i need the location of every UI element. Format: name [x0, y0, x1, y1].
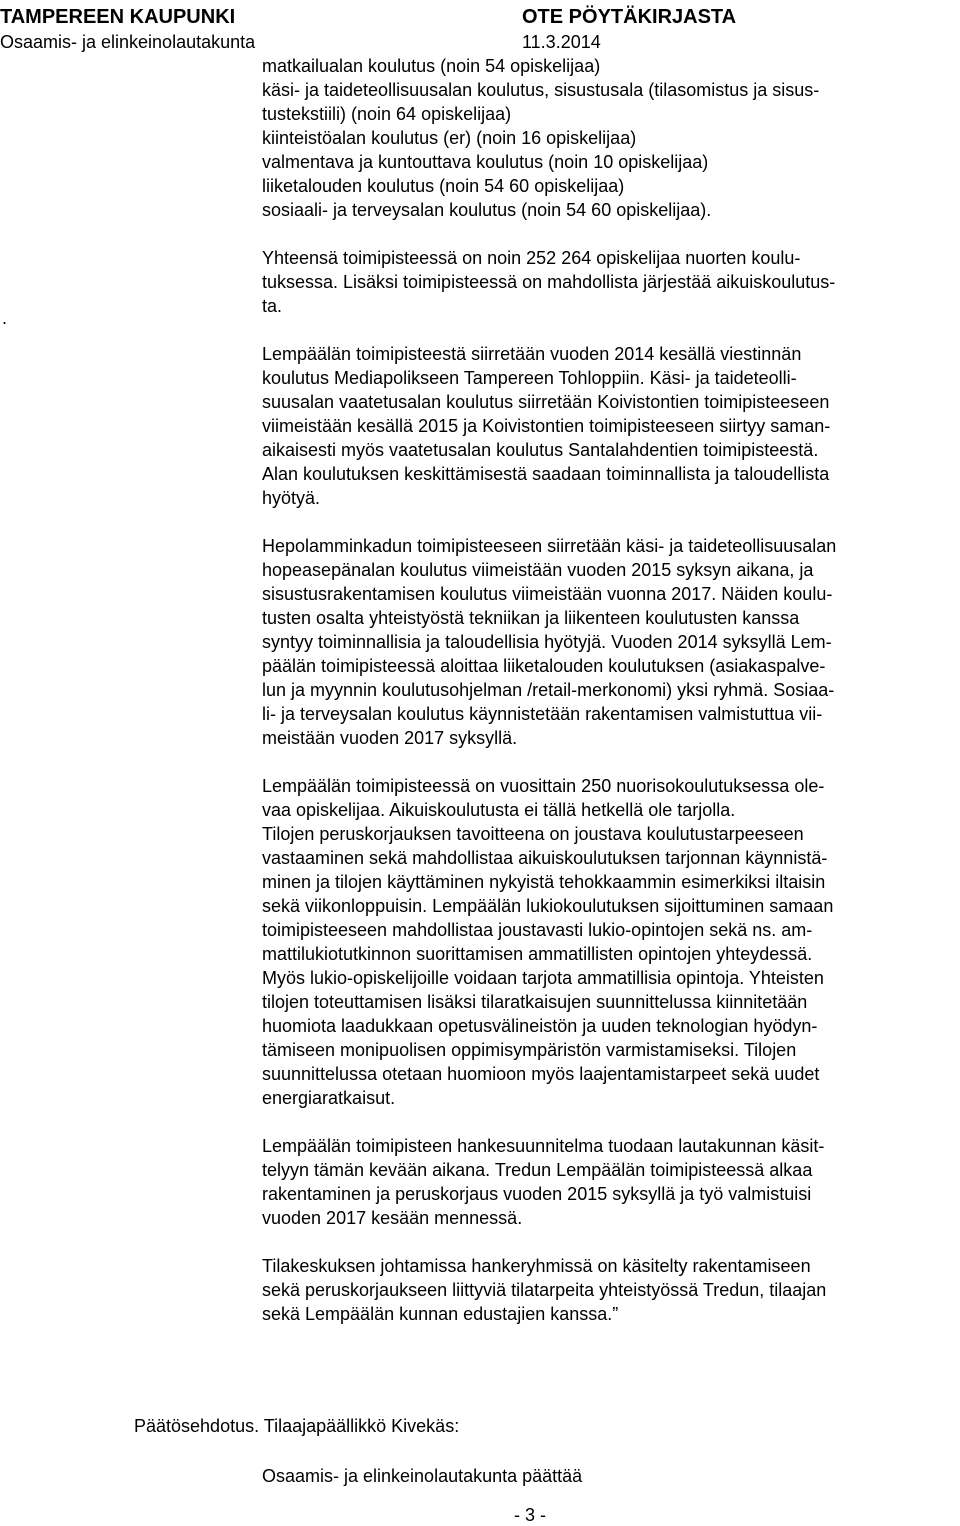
paragraph-line: päälän toimipisteessä aloittaa liiketalouden koulutuksen (asiakaspalve- [262, 656, 826, 676]
paragraph-line: Lempäälän toimipisteen hankesuunnitelma tuodaan lautakunnan käsit- [262, 1136, 825, 1156]
paragraph-line: vuoden 2017 kesään mennessä. [262, 1208, 523, 1228]
paragraph-line: Lempäälän toimipisteestä siirretään vuoden 2014 kesällä viestinnän [262, 344, 802, 364]
paragraph-line: energiaratkaisut. [262, 1088, 396, 1108]
list-item: sosiaali- ja terveysalan koulutus (noin 54 60 opiskelijaa). [262, 200, 712, 220]
program-list [262, 54, 960, 222]
paragraph-relocation [262, 342, 960, 510]
paragraph-line: Hepolamminkadun toimipisteeseen siirretään käsi- ja taideteollisuusalan [262, 536, 837, 556]
decision-proposal-heading: Päätösehdotus. Tilaajapäällikkö Kivekäs: [134, 1416, 460, 1436]
paragraph-line: meistään vuoden 2017 syksyllä. [262, 728, 518, 748]
decision-text: Osaamis- ja elinkeinolautakunta päättää [262, 1466, 583, 1486]
paragraph-student-total [262, 246, 960, 318]
paragraph-line: aikaisesti myös vaatetusalan koulutus Santalahdentien toimipisteestä. [262, 440, 819, 460]
list-item: kiinteistöalan koulutus (er) (noin 16 opiskelijaa) [262, 128, 637, 148]
paragraph-line: vaa opiskelijaa. Aikuiskoulutusta ei tällä hetkellä ole tarjolla. [262, 800, 736, 820]
list-item: valmentava ja kuntouttava koulutus (noin 10 opiskelijaa) [262, 152, 709, 172]
paragraph-line: tusten osalta yhteistyöstä tekniikan ja liikenteen koulutusten kanssa [262, 608, 800, 628]
paragraph-line: tilojen toteuttamisen lisäksi tilaratkaisujen suunnittelussa kiinnitetään [262, 992, 808, 1012]
paragraph-line: sekä peruskorjaukseen liittyviä tilatarpeita yhteistyössä Tredun, tilaajan [262, 1280, 827, 1300]
document-type: OTE PÖYTÄKIRJASTA [522, 6, 737, 28]
committee-name: Osaamis- ja elinkeinolautakunta [0, 32, 256, 52]
list-item: tustekstiili) (noin 64 opiskelijaa) [262, 104, 512, 124]
paragraph-line: syntyy toiminnallisia ja taloudellisia hyötyjä. Vuoden 2014 syksyllä Lem- [262, 632, 832, 652]
paragraph-line: Alan koulutuksen keskittämisestä saadaan toiminnallista ja taloudellista [262, 464, 830, 484]
paragraph-line: tämiseen monipuolisen oppimisympäristön varmistamiseksi. Tilojen [262, 1040, 797, 1060]
list-item: liiketalouden koulutus (noin 54 60 opiskelijaa) [262, 176, 625, 196]
list-item: matkailualan koulutus (noin 54 opiskelijaa) [262, 56, 601, 76]
list-item: käsi- ja taideteollisuusalan koulutus, sisustusala (tilasomistus ja sisus- [262, 80, 820, 100]
paragraph-line: Tilojen peruskorjauksen tavoitteena on joustava koulutustarpeeseen [262, 824, 804, 844]
paragraph-project-groups [262, 1254, 960, 1326]
page-number: - 3 - [514, 1505, 547, 1525]
paragraph-line: Yhteensä toimipisteessä on noin 252 264 opiskelijaa nuorten koulu- [262, 248, 801, 268]
paragraph-line: tuksessa. Lisäksi toimipisteessä on mahdollista järjestää aikuiskoulutus- [262, 272, 836, 292]
paragraph-line: koulutus Mediapolikseen Tampereen Tohloppiin. Käsi- ja taideteolli- [262, 368, 797, 388]
paragraph-line: sekä Lempäälän kunnan edustajien kanssa.” [262, 1304, 619, 1324]
paragraph-line: li- ja terveysalan koulutus käynnistetään rakentamisen valmistuttua vii- [262, 704, 823, 724]
paragraph-line: ta. [262, 296, 283, 316]
paragraph-project-plan [262, 1134, 960, 1230]
organization-name: TAMPEREEN KAUPUNKI [0, 6, 236, 28]
margin-dot: . [2, 308, 8, 328]
paragraph-line: viimeistään kesällä 2015 ja Koivistontien toimipisteeseen siirtyy saman- [262, 416, 831, 436]
paragraph-line: huomiota laadukkaan opetusvälineistön ja uuden teknologian hyödyn- [262, 1016, 818, 1036]
body-text [262, 54, 960, 1326]
paragraph-line: rakentaminen ja peruskorjaus vuoden 2015 syksyllä ja työ valmistuisi [262, 1184, 812, 1204]
paragraph-line: Tilakeskuksen johtamissa hankeryhmissä on käsitelty rakentamiseen [262, 1256, 811, 1276]
paragraph-lempaala-facilities [262, 774, 960, 1110]
paragraph-line: sekä viikonloppuisin. Lempäälän lukiokoulutuksen sijoittuminen samaan [262, 896, 834, 916]
paragraph-line: sisustusrakentamisen koulutus viimeistään vuonna 2017. Näiden koulu- [262, 584, 833, 604]
paragraph-line: mattilukiotutkinnon suorittamisen ammatillisten opintojen yhteydessä. [262, 944, 813, 964]
paragraph-line: hopeasepänalan koulutus viimeistään vuoden 2015 syksyn aikana, ja [262, 560, 814, 580]
paragraph-line: lun ja myynnin koulutusohjelman /retail-merkonomi) yksi ryhmä. Sosiaa- [262, 680, 835, 700]
meeting-date: 11.3.2014 [522, 32, 601, 52]
paragraph-hepolamminkatu [262, 534, 960, 750]
paragraph-line: vastaaminen sekä mahdollistaa aikuiskoulutuksen tarjonnan käynnistä- [262, 848, 828, 868]
paragraph-line: minen ja tilojen käyttäminen nykyistä tehokkaammin esimerkiksi iltaisin [262, 872, 826, 892]
paragraph-line: suusalan vaatetusalan koulutus siirretään Koivistontien toimipisteeseen [262, 392, 830, 412]
paragraph-line: toimipisteeseen mahdollistaa joustavasti lukio-opintojen sekä ns. am- [262, 920, 813, 940]
paragraph-line: hyötyä. [262, 488, 321, 508]
paragraph-line: telyyn tämän kevään aikana. Tredun Lempäälän toimipisteessä alkaa [262, 1160, 813, 1180]
paragraph-line: Myös lukio-opiskelijoille voidaan tarjota ammatillisia opintoja. Yhteisten [262, 968, 824, 988]
paragraph-line: Lempäälän toimipisteessä on vuosittain 250 nuorisokoulutuksessa ole- [262, 776, 825, 796]
paragraph-line: suunnittelussa otetaan huomioon myös laajentamistarpeet sekä uudet [262, 1064, 820, 1084]
